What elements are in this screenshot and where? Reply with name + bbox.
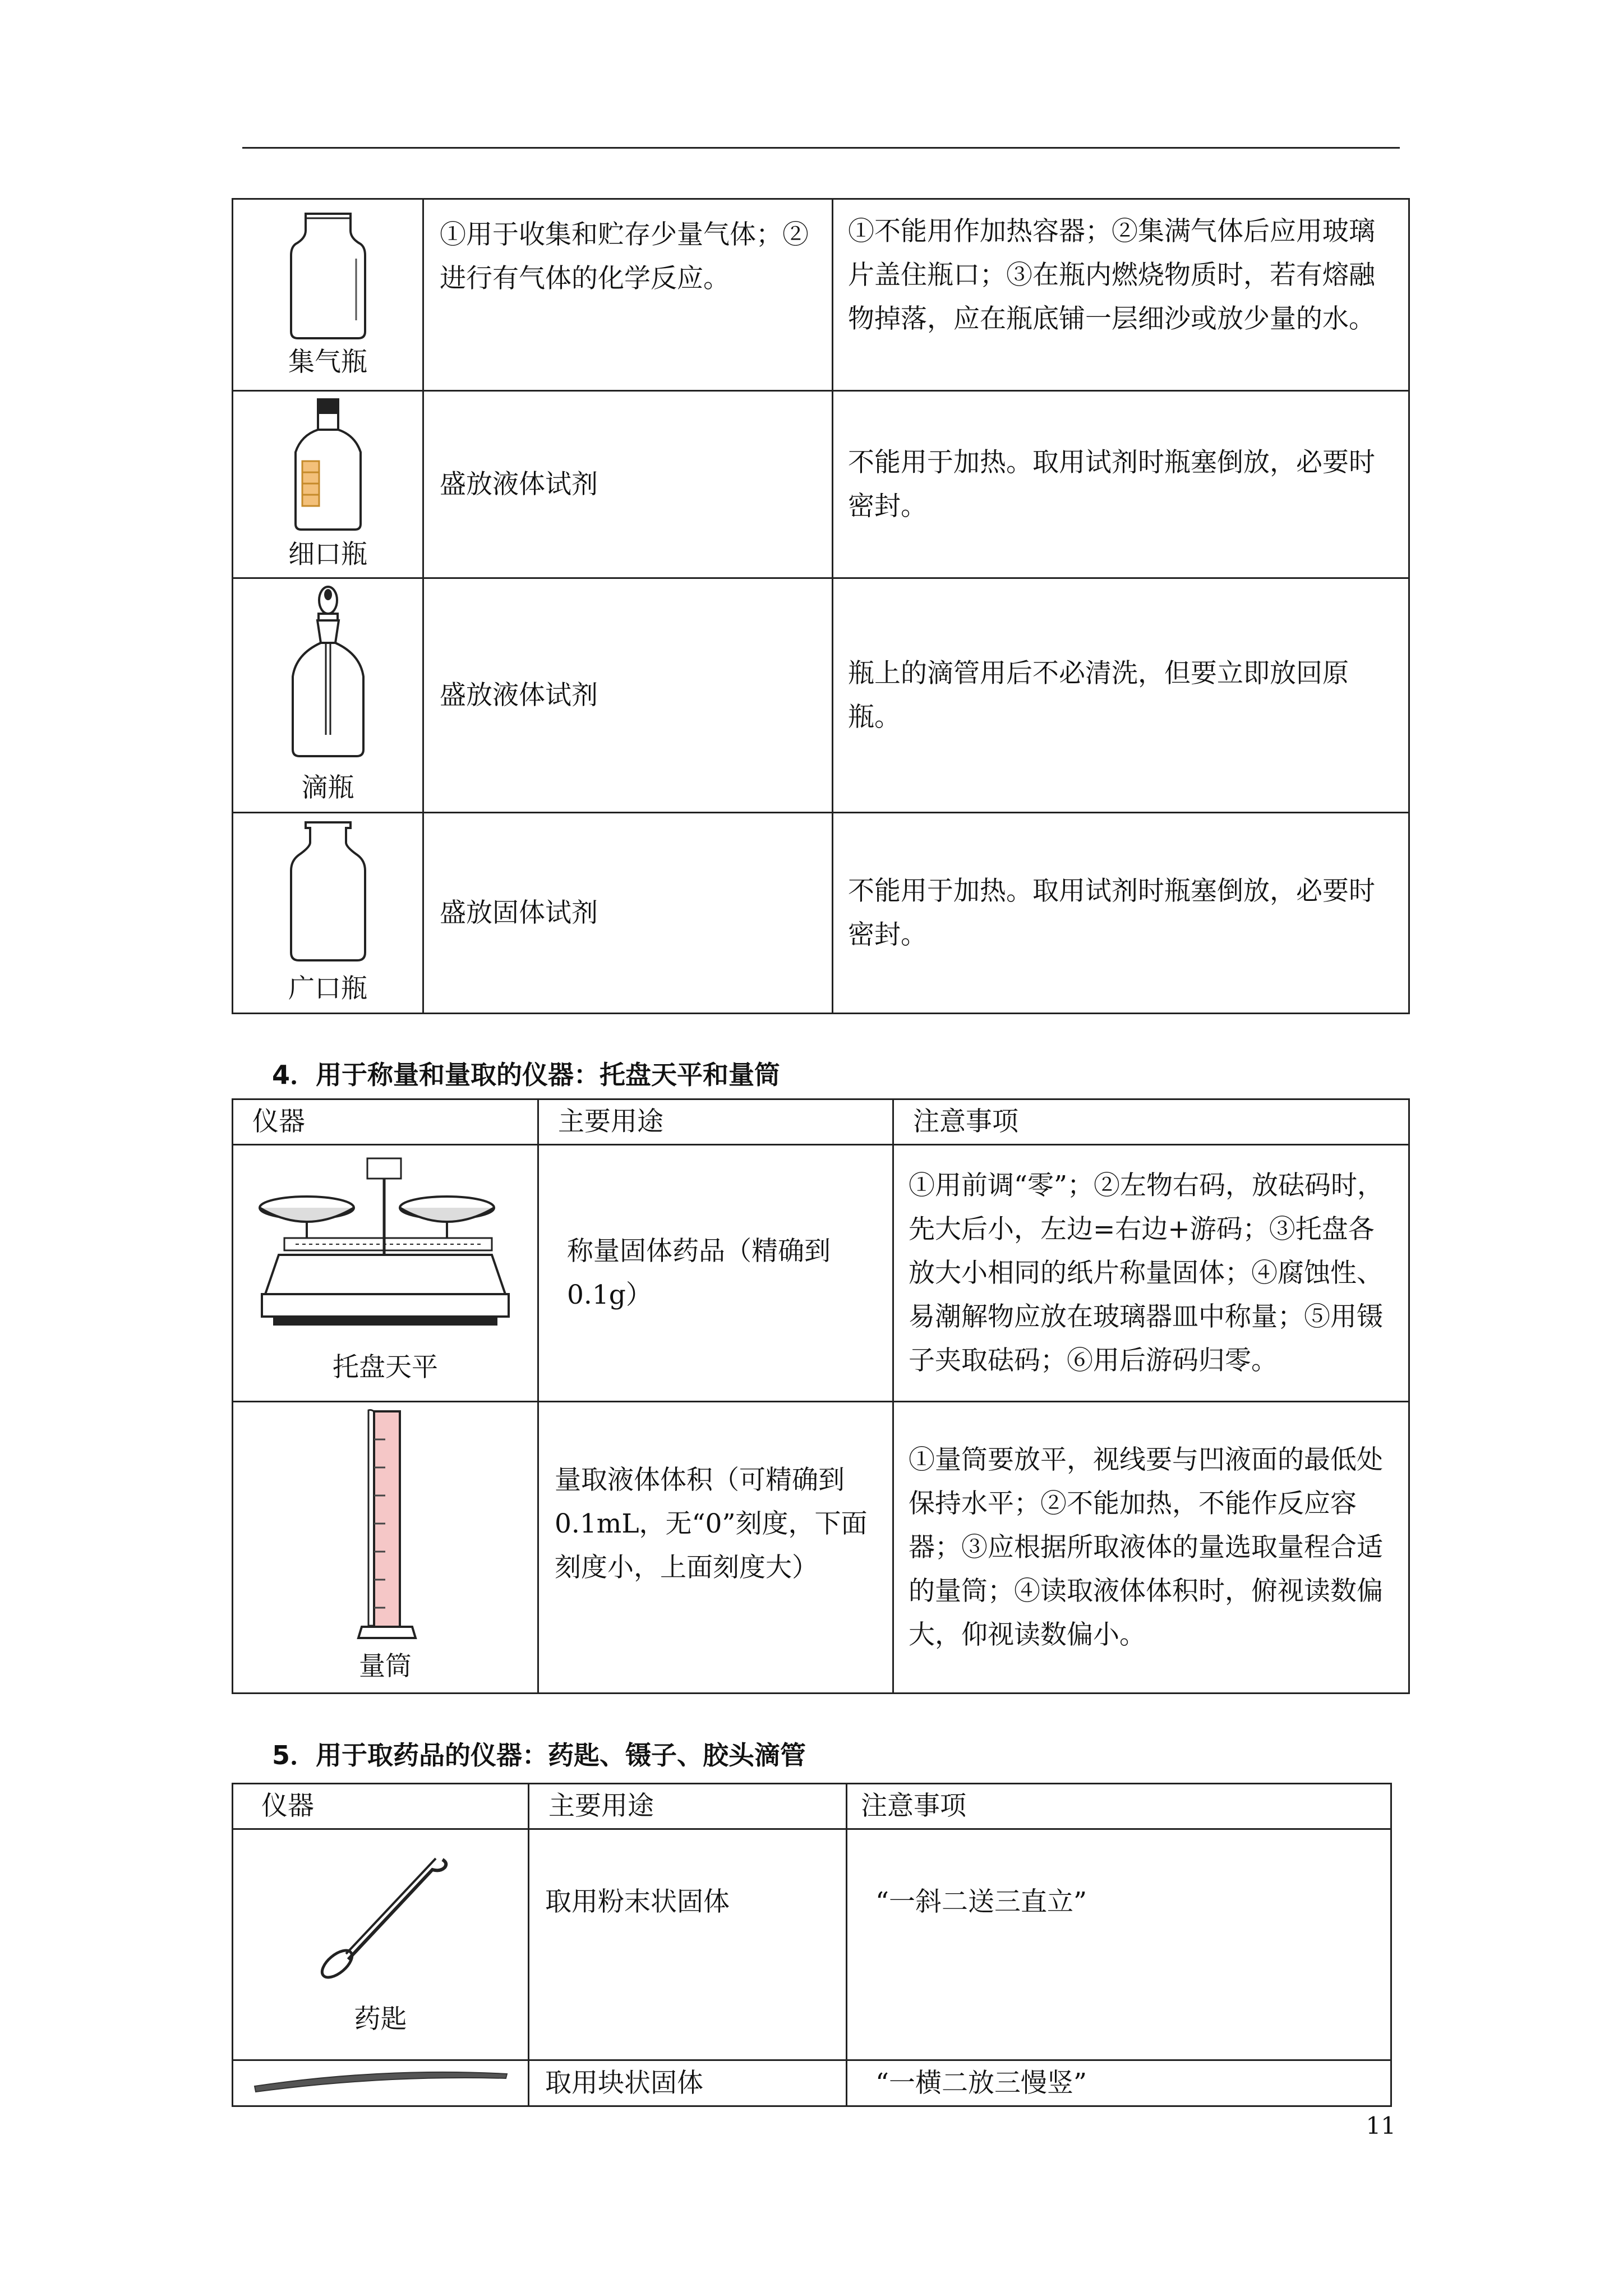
header-rule [242,147,1400,149]
table-row [233,391,1409,578]
note-cell: “一横二放三慢竖” [847,2060,1391,2106]
use-cell: 量取液体体积（可精确到0.1mL，无“0”刻度，下面刻度小，上面刻度大） [538,1402,893,1694]
apparatus-label: 量筒 [359,1650,412,1682]
note-cell: ①不能用作加热容器；②集满气体后应用玻璃片盖住瓶口；③在瓶内燃烧物质时，若有熔融物掉落，应在瓶底铺一层细沙或放少量的水。 [833,199,1409,391]
note-cell: 不能用于加热。取用试剂时瓶塞倒放，必要时密封。 [833,813,1409,1014]
page-number: 11 [1366,2112,1396,2139]
table-header-row [233,1099,1409,1145]
header-cell: 主要用途 [529,1784,847,1829]
apparatus-cell [233,2060,529,2106]
apparatus-label: 集气瓶 [288,346,367,378]
note-cell: 不能用于加热。取用试剂时瓶塞倒放，必要时密封。 [833,391,1409,578]
sampling-table [232,1783,1392,2107]
dropper-bottle-icon [286,583,370,769]
header-cell: 仪器 [233,1784,529,1829]
apparatus-cell [233,1145,538,1402]
table-row [233,813,1409,1014]
note-cell: “一斜二送三直立” [847,1829,1391,2060]
apparatus-label: 细口瓶 [288,539,367,570]
header-cell: 注意事项 [893,1099,1409,1145]
apparatus-label: 药匙 [354,2003,407,2035]
use-cell: 取用块状固体 [529,2060,847,2106]
table-header-row [233,1784,1391,1829]
use-cell: 称量固体药品（精确到0.1g） [538,1145,893,1402]
narrow-mouth-bottle-icon [289,395,367,535]
container-table [232,198,1410,1014]
apparatus-cell [233,391,423,578]
table-row [233,1829,1391,2060]
use-cell: 盛放液体试剂 [423,578,833,813]
apparatus-cell [233,1829,529,2060]
use-cell: 盛放固体试剂 [423,813,833,1014]
wide-mouth-bottle-icon [283,818,373,969]
apparatus-cell [233,813,423,1014]
table-row [233,578,1409,813]
apparatus-label: 托盘天平 [333,1351,438,1383]
weighing-table [232,1098,1410,1694]
gas-jar-icon [283,208,373,343]
section-heading: 4．用于称量和量取的仪器：托盘天平和量筒 [272,1060,781,1090]
apparatus-cell [233,578,423,813]
spatula-icon [308,1848,454,1989]
use-cell: ①用于收集和贮存少量气体；②进行有气体的化学反应。 [423,199,833,391]
tweezers-icon [249,2069,513,2097]
note-cell: ①用前调“零”；②左物右码，放砝码时，先大后小，左边=右边+游码；③托盘各放大小相同的纸片称量固体；④腐蚀性、易潮解物应放在玻璃器皿中称量；⑤用镊子夹取砝码；⑥用后游码归零。 [893,1145,1409,1402]
apparatus-label: 广口瓶 [288,973,367,1004]
balance-icon [251,1154,520,1345]
apparatus-label: 滴瓶 [301,772,354,803]
table-row [233,1402,1409,1694]
table-row [233,199,1409,391]
graduated-cylinder-icon [346,1406,425,1647]
table-row [233,2060,1391,2106]
table-row [233,1145,1409,1402]
apparatus-cell [233,199,423,391]
use-cell: 取用粉末状固体 [529,1829,847,2060]
header-cell: 注意事项 [847,1784,1391,1829]
header-cell: 主要用途 [538,1099,893,1145]
apparatus-cell [233,1402,538,1694]
note-cell: 瓶上的滴管用后不必清洗，但要立即放回原瓶。 [833,578,1409,813]
header-cell: 仪器 [233,1099,538,1145]
use-cell: 盛放液体试剂 [423,391,833,578]
note-cell: ①量筒要放平，视线要与凹液面的最低处保持水平；②不能加热，不能作反应容器；③应根据所取液体的量选取量程合适的量筒；④读取液体体积时，俯视读数偏大，仰视读数偏小。 [893,1402,1409,1694]
section-heading: 5．用于取药品的仪器：药匙、镊子、胶头滴管 [272,1740,806,1770]
